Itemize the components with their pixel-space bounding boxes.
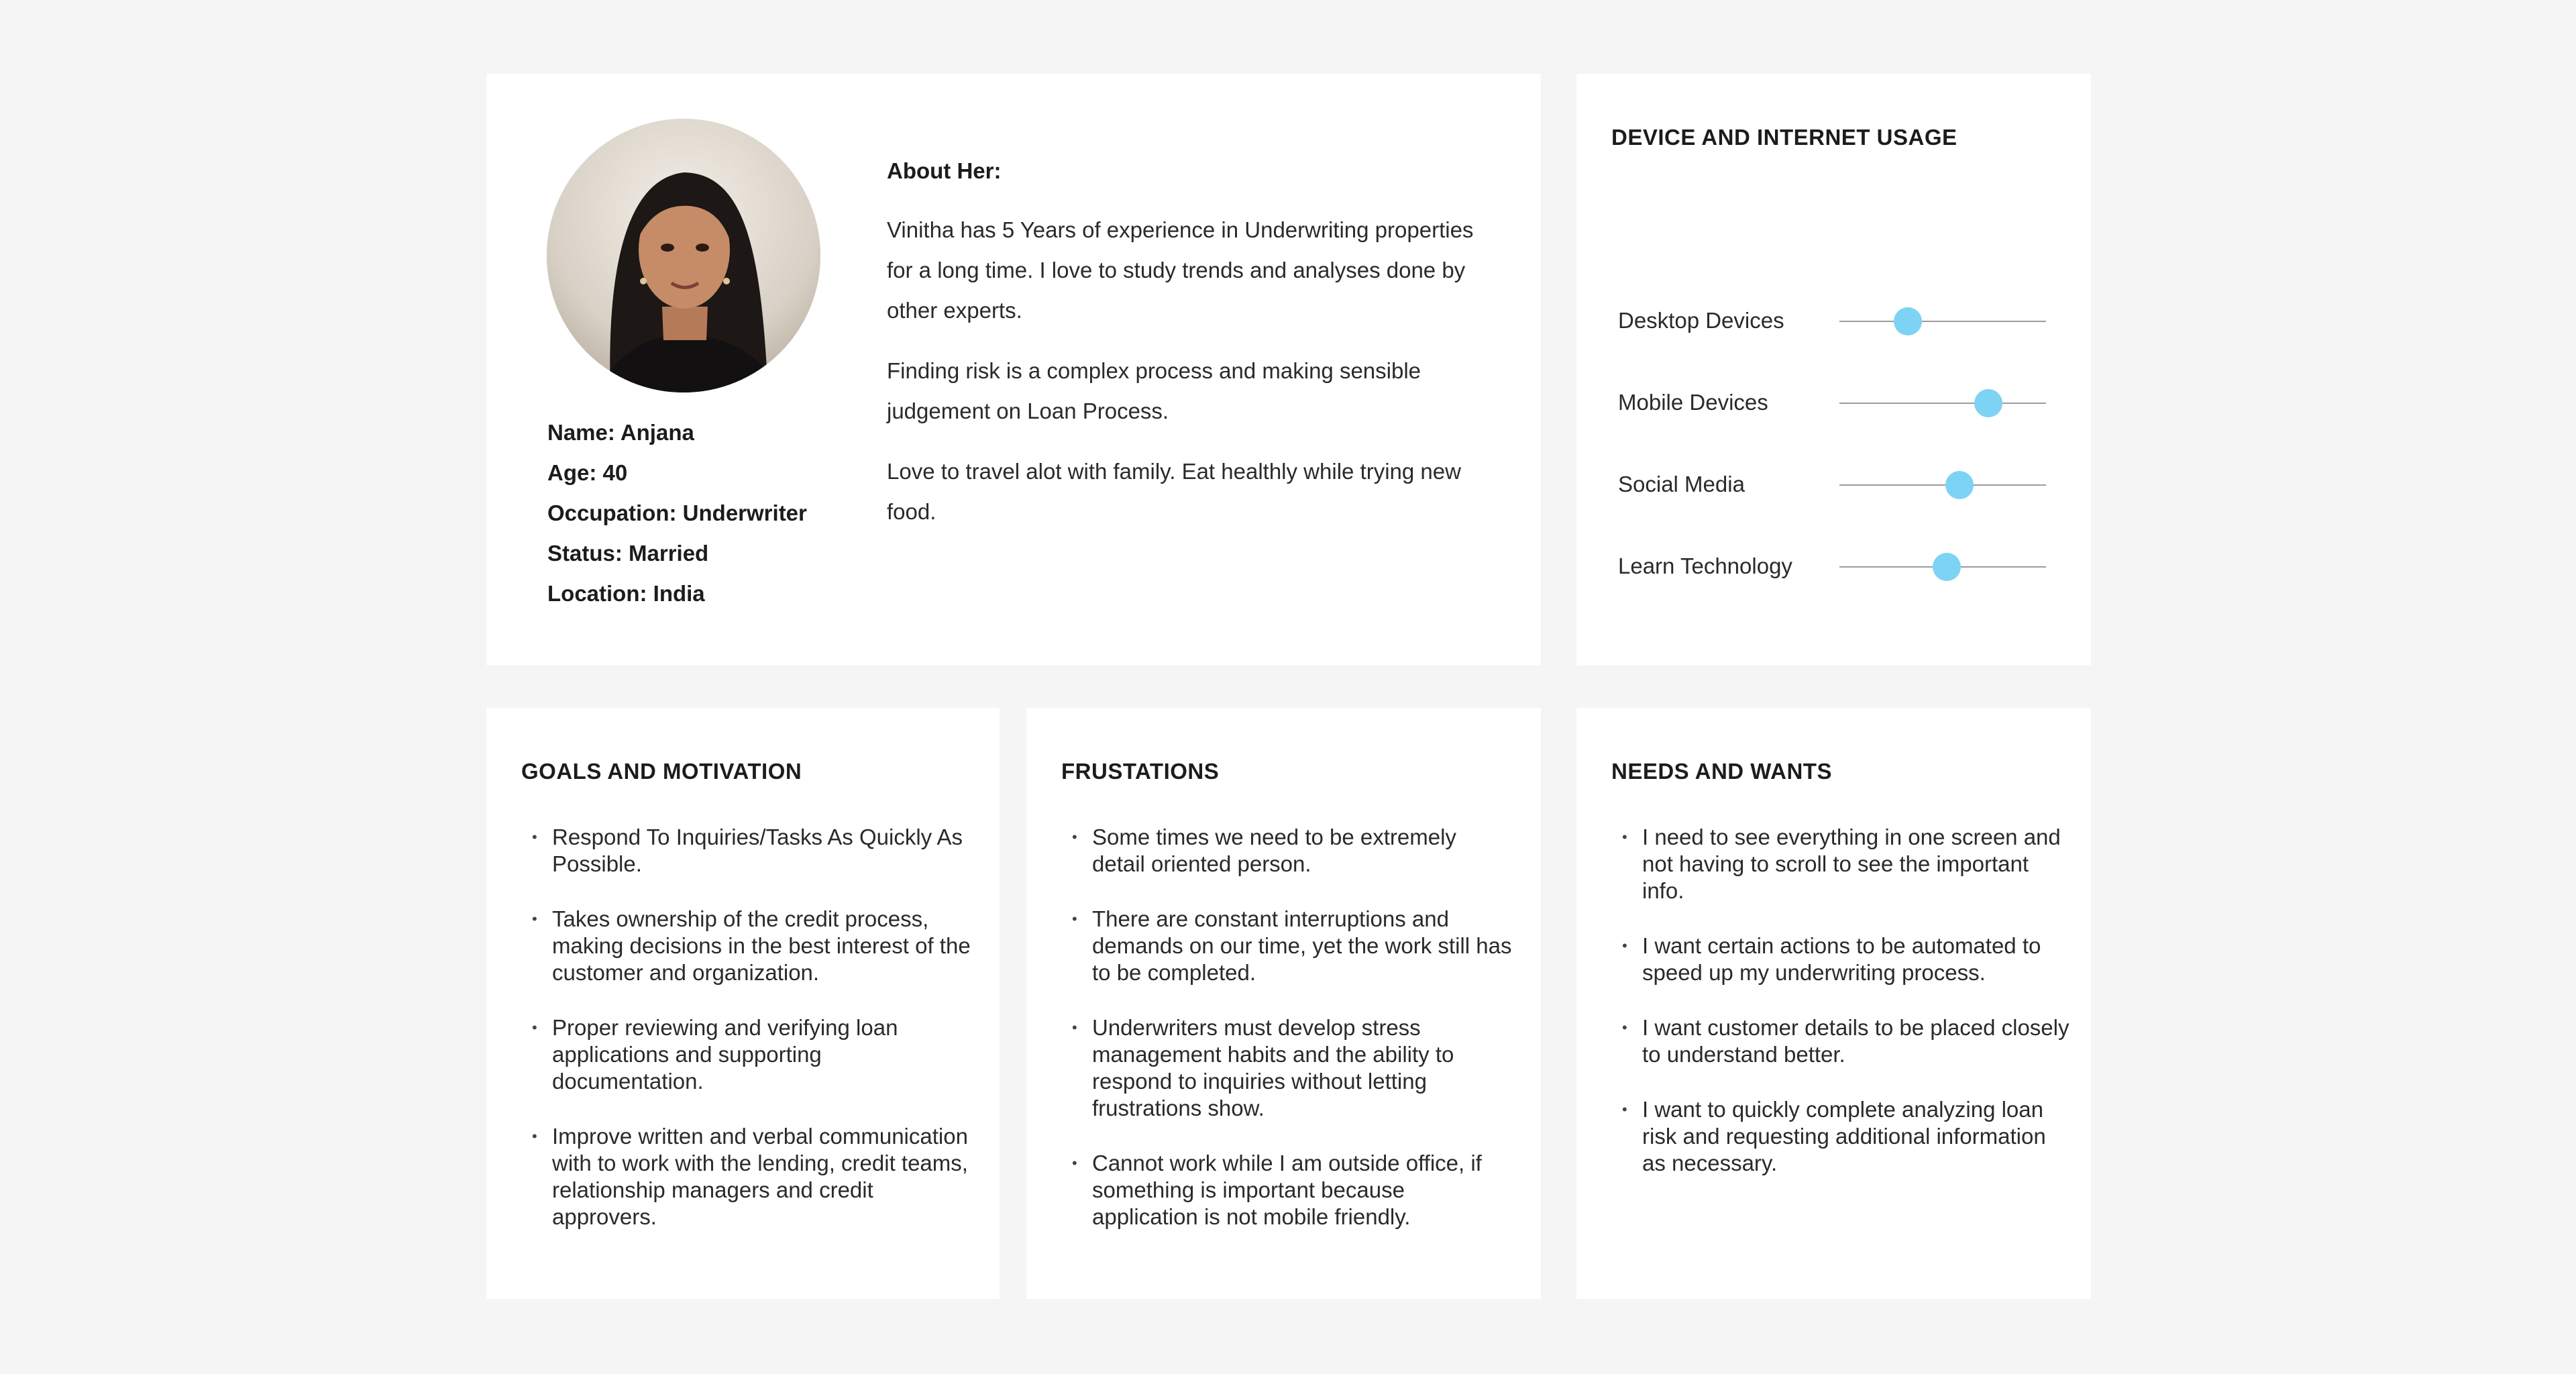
about-title: About Her:	[887, 158, 1002, 183]
about-paragraph: Vinitha has 5 Years of experience in Underwriting properties for a long time. I love to study trends and analyses done by other experts.	[887, 217, 1474, 323]
persona-status: Status: Married	[547, 541, 709, 566]
usage-label: Mobile Devices	[1618, 390, 1768, 415]
usage-label: Desktop Devices	[1618, 308, 1784, 333]
usage-row-social	[1618, 464, 2061, 505]
avatar-portrait	[547, 119, 820, 392]
persona-name: Name: Anjana	[547, 420, 694, 445]
device-usage-card	[1576, 74, 2091, 666]
frustrations-title: FRUSTATIONS	[1061, 759, 1220, 784]
list-item: • Improve written and verbal communication with to work with the lending, credit teams, relationship managers and credit approvers.	[519, 1123, 975, 1230]
profile-card	[486, 74, 1541, 666]
list-item: • Some times we need to be extremely detail oriented person.	[1059, 824, 1515, 878]
goals-title: GOALS AND MOTIVATION	[521, 759, 802, 784]
usage-row-mobile	[1618, 382, 2061, 423]
usage-slider-track	[1839, 321, 2046, 322]
list-item: • I want to quickly complete analyzing loan risk and requesting additional information as necessary.	[1609, 1096, 2072, 1177]
about-paragraph: Love to travel alot with family. Eat healthly while trying new food.	[887, 459, 1461, 524]
goals-list	[519, 824, 975, 1259]
frustrations-card	[1026, 708, 1541, 1299]
usage-slider-knob	[1894, 307, 1922, 335]
list-item: • Proper reviewing and verifying loan applications and supporting documentation.	[519, 1014, 975, 1095]
goals-card	[486, 708, 1000, 1299]
persona-info	[547, 413, 863, 614]
persona-age: Age: 40	[547, 460, 628, 485]
frustrations-list	[1059, 824, 1515, 1259]
usage-label: Learn Technology	[1618, 553, 1792, 578]
needs-list	[1609, 824, 2072, 1205]
list-item: • I want customer details to be placed closely to understand better.	[1609, 1014, 2072, 1068]
list-item: • I want certain actions to be automated to speed up my underwriting process.	[1609, 933, 2072, 986]
needs-card	[1576, 708, 2091, 1299]
about-paragraph: Finding risk is a complex process and making sensible judgement on Loan Process.	[887, 358, 1421, 423]
avatar	[547, 119, 820, 392]
needs-title: NEEDS AND WANTS	[1611, 759, 1832, 784]
usage-row-desktop	[1618, 301, 2061, 341]
list-item: • There are constant interruptions and demands on our time, yet the work still has to be completed.	[1059, 906, 1515, 986]
device-usage-title: DEVICE AND INTERNET USAGE	[1611, 125, 1957, 150]
about-section	[887, 151, 1491, 552]
usage-slider-track	[1839, 484, 2046, 486]
list-item: • Takes ownership of the credit process, making decisions in the best interest of the customer and organization.	[519, 906, 975, 986]
usage-row-learn-technology	[1618, 546, 2061, 586]
usage-slider-track	[1839, 403, 2046, 404]
list-item: • Cannot work while I am outside office, if something is important because application is not mobile friendly.	[1059, 1150, 1515, 1230]
usage-label: Social Media	[1618, 472, 1745, 496]
usage-slider-knob	[1933, 553, 1961, 581]
list-item: • Underwriters must develop stress management habits and the ability to respond to inquiries without letting frustrations show.	[1059, 1014, 1515, 1122]
persona-location: Location: India	[547, 581, 705, 606]
usage-slider-knob	[1945, 471, 1974, 499]
list-item: • Respond To Inquiries/Tasks As Quickly As Possible.	[519, 824, 975, 878]
usage-slider-knob	[1974, 389, 2002, 417]
usage-slider-track	[1839, 566, 2046, 568]
list-item: • I need to see everything in one screen and not having to scroll to see the important info.	[1609, 824, 2072, 904]
persona-occupation: Occupation: Underwriter	[547, 500, 807, 525]
